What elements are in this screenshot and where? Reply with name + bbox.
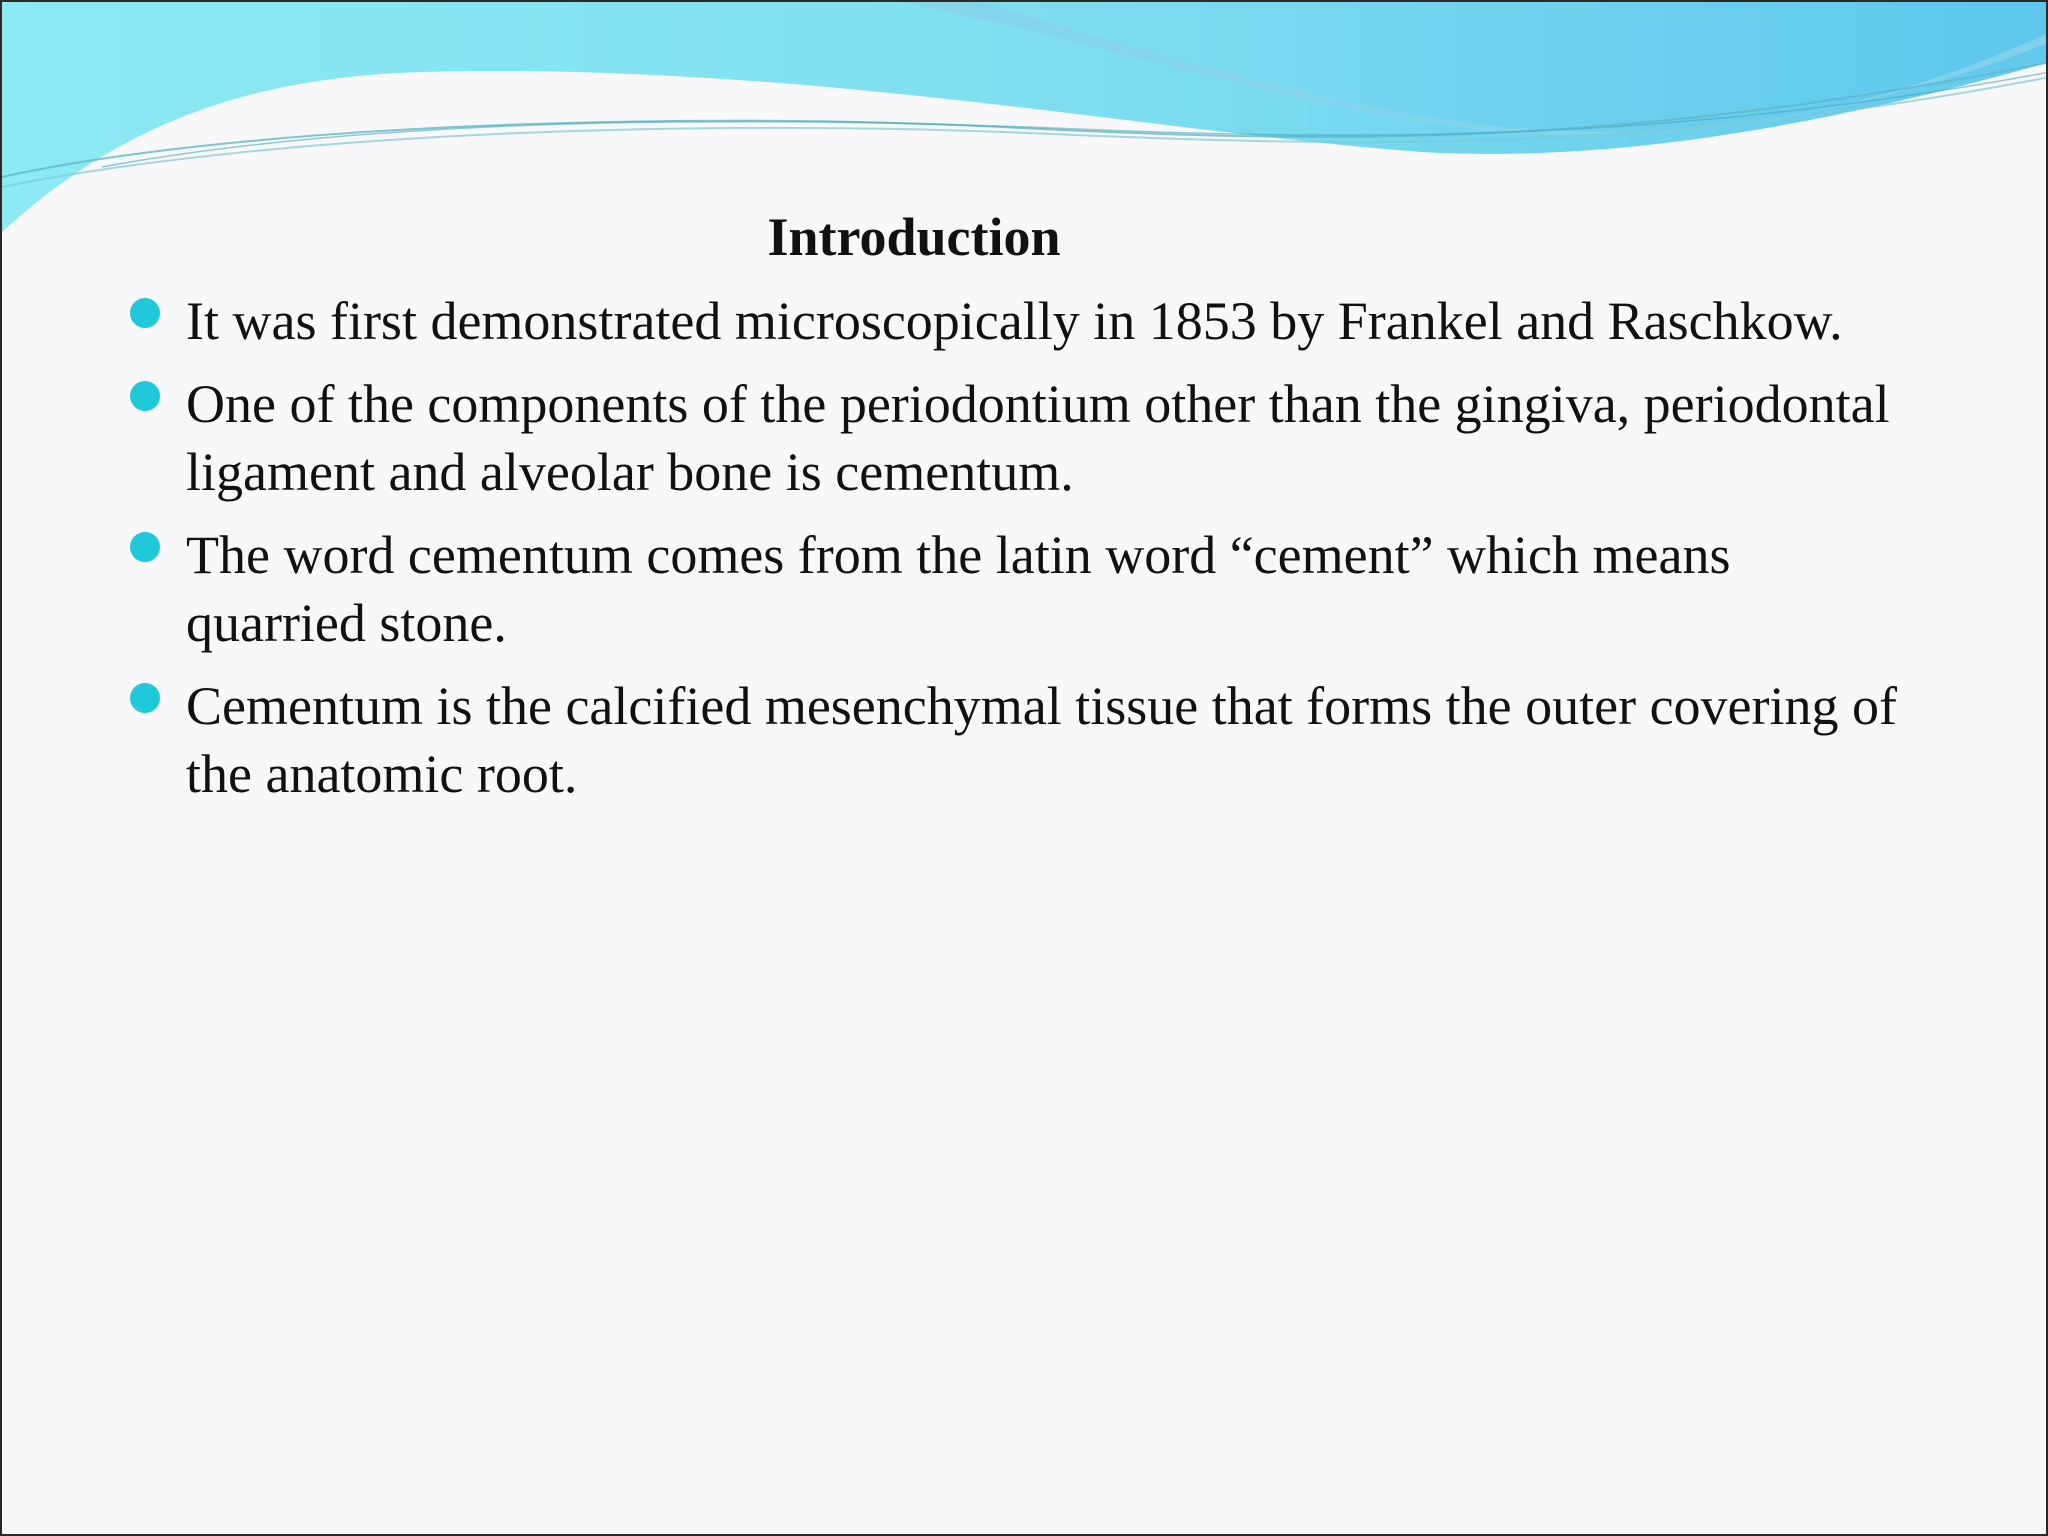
slide-title: Introduction: [767, 207, 1061, 267]
bullet-dot-icon: [130, 381, 160, 411]
bullet-text: It was first demonstrated microscopically in 1853 by Frankel and Raschkow.: [186, 291, 1843, 351]
bullet-item: [122, 287, 1922, 355]
bullet-item: [122, 521, 1922, 657]
bullet-list: [122, 287, 1922, 823]
bullet-text: The word cementum comes from the latin word “cement” which means quarried stone.: [186, 525, 1731, 653]
bullet-dot-icon: [130, 298, 160, 328]
bullet-dot-icon: [130, 532, 160, 562]
bullet-text: One of the components of the periodontium other than the gingiva, periodontal ligament and alveolar bone is cementum.: [186, 374, 1890, 502]
bullet-dot-icon: [130, 683, 160, 713]
bullet-text: Cementum is the calcified mesenchymal tissue that forms the outer covering of the anatomic root.: [186, 676, 1897, 804]
bullet-item: [122, 672, 1922, 808]
bullet-item: [122, 370, 1922, 506]
